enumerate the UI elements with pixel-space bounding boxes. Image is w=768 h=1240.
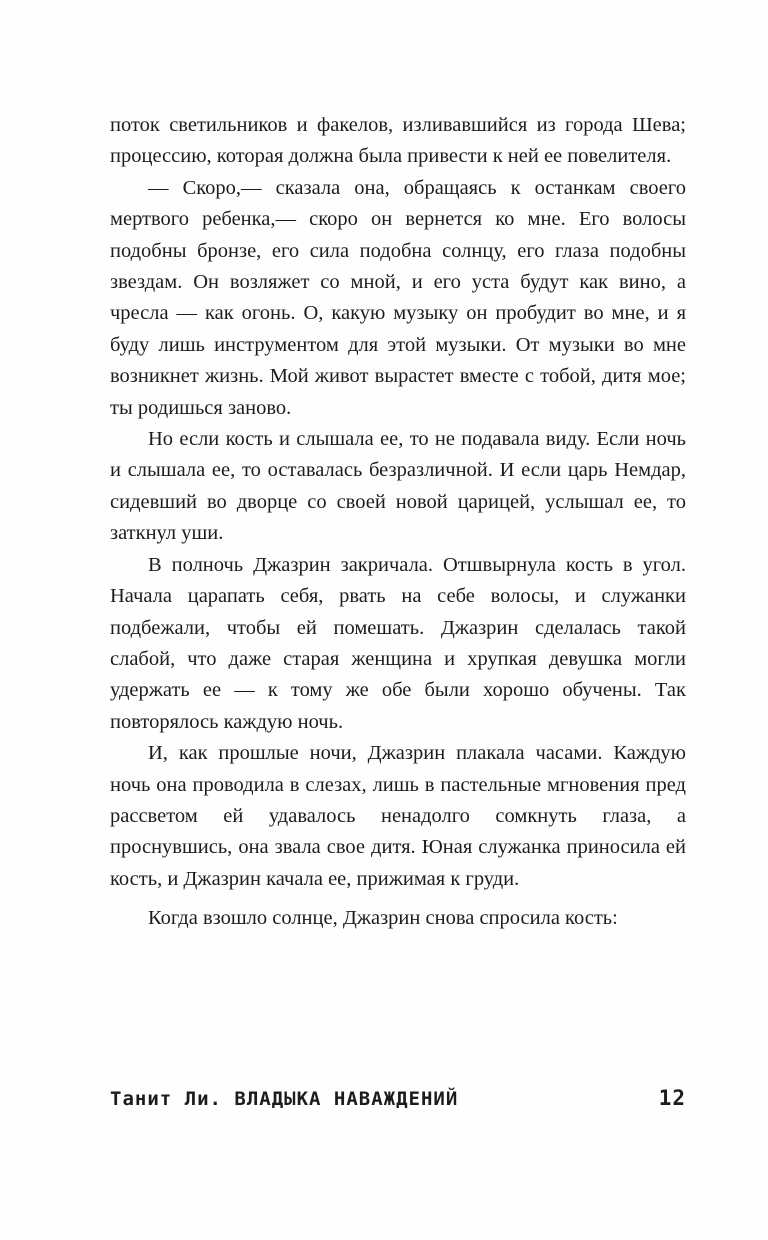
paragraph: поток светильников и факелов, изливавшийся из города Шева; процессию, которая должна была привести к ней ее повелителя. bbox=[110, 114, 686, 168]
paragraph: Но если кость и слышала ее, то не подавала виду. Если ночь и слышала ее, то оставалась безразличной. И если царь Немдар, сидевший во дворце со своей новой царицей, услышал ее, то заткнул уши. bbox=[110, 428, 686, 545]
paragraph: Когда взошло солнце, Джазрин снова спросила кость: bbox=[148, 907, 618, 930]
paragraph: И, как прошлые ночи, Джазрин плакала часами. Каждую ночь она проводила в слезах, лишь в пастельные мгновения пред рассветом ей удавалось ненадолго сомкнуть глаза, а проснувшись, она звала свое дитя. Юная служанка приносила ей кость, и Джазрин качала ее, прижимая к груди. bbox=[110, 742, 686, 890]
running-title: Танит Ли. ВЛАДЫКА НАВАЖДЕНИЙ bbox=[110, 1088, 459, 1110]
page-footer bbox=[110, 1086, 686, 1110]
paragraph: — Скоро,— сказала она, обращаясь к останкам своего мертвого ребенка,— скоро он вернется ко мне. Его волосы подобны бронзе, его сила подобна солнцу, его глаза подобны звездам. Он возляжет со мной, и его уста будут как вино, а чресла — как огонь. О, какую музыку он пробудит во мне, и я буду лишь инструментом для этой музыки. От музыки во мне возникнет жизнь. Мой живот вырастет вместе с тобой, дитя мое; ты родишься заново. bbox=[110, 176, 686, 419]
paragraph: В полночь Джазрин закричала. Отшвырнула кость в угол. Начала царапать себя, рвать на себе волосы, и служанки подбежали, чтобы ей помешать. Джазрин сделалась такой слабой, что даже старая женщина и хрупкая девушка могли удержать ее — к тому же обе были хорошо обучены. Так повторялось каждую ночь. bbox=[110, 553, 686, 733]
page-number: 12 bbox=[658, 1086, 686, 1110]
page-text bbox=[110, 110, 686, 935]
